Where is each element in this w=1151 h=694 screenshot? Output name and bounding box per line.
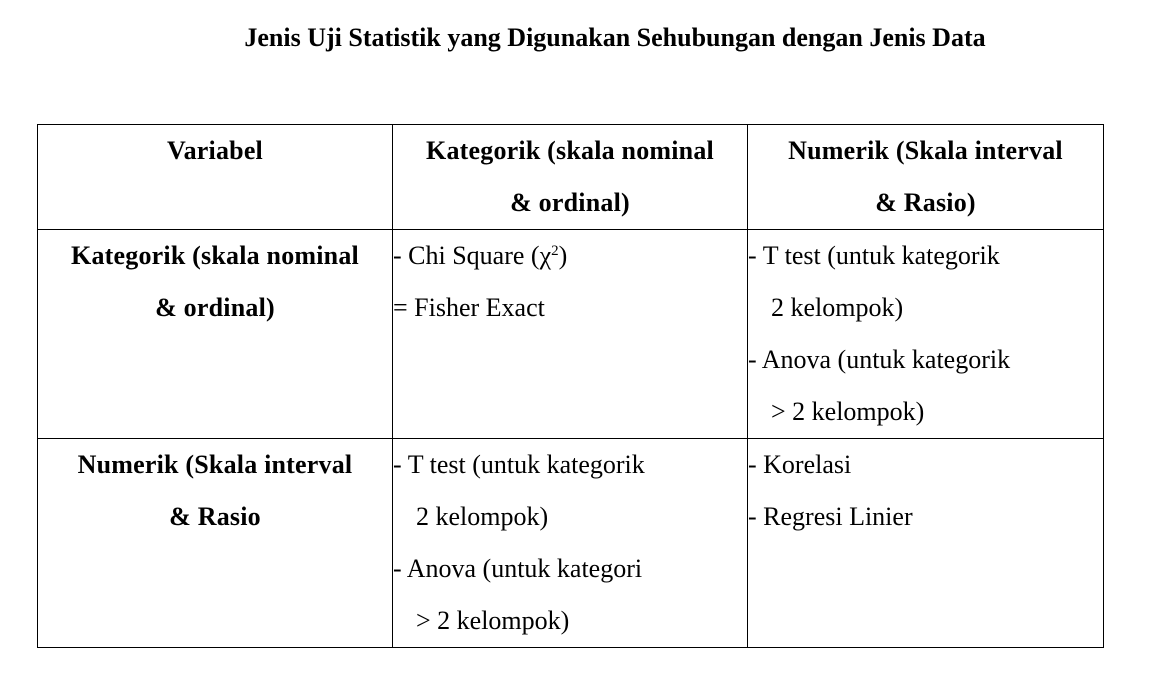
list-item: - T test (untuk kategorik bbox=[748, 241, 1000, 270]
table-row-numerik bbox=[38, 439, 1104, 648]
cell-kategorik-kategorik bbox=[393, 230, 748, 439]
list-item: > 2 kelompok) bbox=[416, 606, 570, 635]
row-label-kategorik-line1: Kategorik (skala nominal bbox=[71, 241, 359, 270]
chi-square-text: - Chi Square (χ bbox=[393, 241, 552, 270]
header-variabel-text: Variabel bbox=[167, 136, 263, 165]
document-title: Jenis Uji Statistik yang Digunakan Sehubungan dengan Jenis Data bbox=[244, 23, 986, 52]
list-item: - Regresi Linier bbox=[748, 502, 913, 531]
chi-square-close: ) bbox=[558, 241, 568, 270]
list-item: > 2 kelompok) bbox=[771, 397, 925, 426]
list-item: 2 kelompok) bbox=[771, 293, 904, 322]
row-label-kategorik-line2: & ordinal) bbox=[155, 293, 275, 322]
row-label-numerik bbox=[38, 439, 393, 648]
header-kategorik-line2: & ordinal) bbox=[510, 188, 630, 217]
row-label-numerik-line2: & Rasio bbox=[169, 502, 261, 531]
cell-numerik-kategorik bbox=[393, 439, 748, 648]
header-numerik-line2: & Rasio) bbox=[875, 188, 976, 217]
table-row-kategorik bbox=[38, 230, 1104, 439]
header-kategorik-line1: Kategorik (skala nominal bbox=[426, 136, 714, 165]
statistic-test-table bbox=[37, 124, 1104, 648]
header-numerik-line1: Numerik (Skala interval bbox=[788, 136, 1063, 165]
list-item: - Anova (untuk kategori bbox=[393, 554, 643, 583]
cell-kategorik-numerik bbox=[748, 230, 1104, 439]
header-variabel bbox=[38, 125, 393, 230]
header-numerik bbox=[748, 125, 1104, 230]
row-label-numerik-line1: Numerik (Skala interval bbox=[77, 450, 353, 479]
header-kategorik bbox=[393, 125, 748, 230]
chi-square-line bbox=[393, 230, 747, 282]
row-label-kategorik bbox=[38, 230, 393, 439]
list-item: - T test (untuk kategorik bbox=[393, 450, 645, 479]
list-item: - Korelasi bbox=[748, 450, 852, 479]
fisher-exact-line: = Fisher Exact bbox=[393, 293, 545, 322]
table-header-row bbox=[38, 125, 1104, 230]
cell-numerik-numerik bbox=[748, 439, 1104, 648]
list-item: 2 kelompok) bbox=[416, 502, 549, 531]
chi-square-superscript: 2 bbox=[551, 243, 559, 259]
list-item: - Anova (untuk kategorik bbox=[748, 345, 1011, 374]
